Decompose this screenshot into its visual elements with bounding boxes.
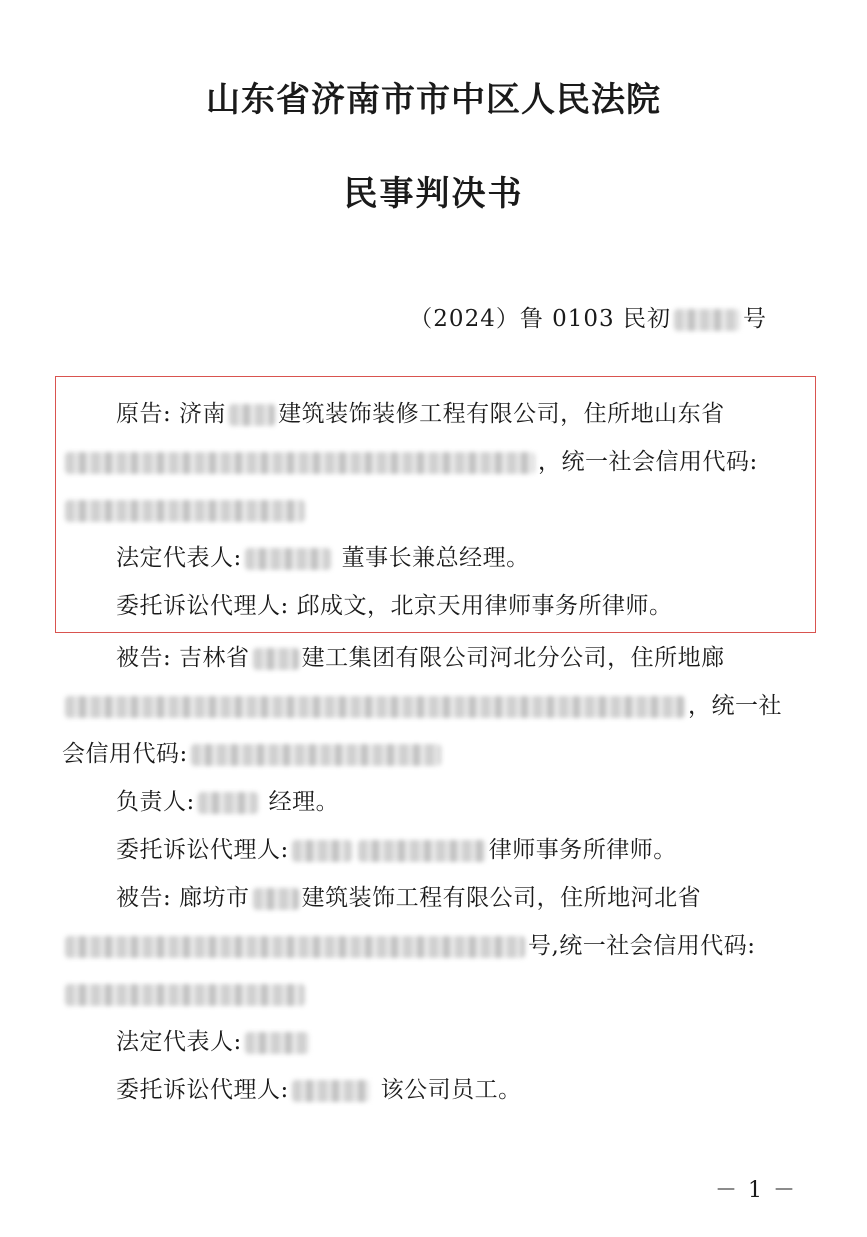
- agent-firm-suffix: 律师事务所律师。: [488, 837, 677, 863]
- legal-rep-title: 董事长兼总经理。: [341, 545, 530, 571]
- redacted-person-name: [245, 1032, 309, 1054]
- defendant1-company-address: 建工集团有限公司河北分公司，住所地廊: [301, 645, 725, 671]
- redacted-address: [65, 936, 525, 958]
- plaintiff-legal-rep: [62, 534, 797, 582]
- defendant2-section: [62, 874, 797, 1114]
- defendant1-line-2: [62, 682, 797, 730]
- defendant2-line-3: [62, 970, 797, 1018]
- redacted-address: [65, 696, 685, 718]
- agent-label: 委托诉讼代理人:: [116, 837, 289, 863]
- person-in-charge-label: 负责人:: [116, 789, 195, 815]
- redacted-credit-code: [191, 744, 441, 766]
- legal-rep-label: 法定代表人:: [116, 1029, 242, 1055]
- defendant2-line-1: [62, 874, 797, 922]
- redacted-case-number: [674, 309, 740, 331]
- plaintiff-line-2: [62, 438, 797, 486]
- defendant2-credit-code-label: 号,统一社会信用代码:: [528, 933, 756, 959]
- defendant2-company-address: 建筑装饰工程有限公司，住所地河北省: [301, 885, 702, 911]
- plaintiff-company-address: 建筑装饰装修工程有限公司，住所地山东省: [278, 401, 725, 427]
- defendant1-line-3: [62, 730, 797, 778]
- redacted-person-name: [198, 792, 258, 814]
- redacted-credit-code: [65, 500, 305, 522]
- redacted-company-name: [229, 404, 275, 426]
- redacted-company-name: [253, 648, 299, 670]
- plaintiff-line-3: [62, 486, 797, 534]
- plaintiff-label: 原告: 济南: [116, 401, 227, 427]
- person-in-charge-title: 经理。: [268, 789, 340, 815]
- redacted-law-firm: [358, 840, 486, 862]
- plaintiff-agent: 委托诉讼代理人: 邱成文，北京天用律师事务所律师。: [116, 593, 673, 619]
- case-number: [409, 302, 767, 336]
- redacted-address: [65, 452, 535, 474]
- redacted-agent-name: [292, 1080, 370, 1102]
- redacted-person-name: [245, 548, 331, 570]
- defendant1-credit-code-label: ，统一社: [688, 693, 782, 719]
- page-number: － 1 －: [715, 1178, 797, 1203]
- defendant1-person: [62, 778, 797, 826]
- defendant2-line-2: [62, 922, 797, 970]
- defendant2-label: 被告: 廊坊市: [116, 885, 250, 911]
- case-number-suffix: 号: [743, 306, 767, 332]
- legal-rep-label: 法定代表人:: [116, 545, 242, 571]
- defendant1-line-1: [62, 634, 797, 682]
- defendant1-section: [62, 634, 797, 874]
- plaintiff-section: [62, 390, 797, 630]
- document-type: 民事判决书: [343, 174, 524, 214]
- court-name: 山东省济南市市中区人民法院: [206, 80, 661, 120]
- defendant1-credit-code-label-2: 会信用代码:: [62, 741, 188, 767]
- plaintiff-line-1: [62, 390, 797, 438]
- plaintiff-credit-code-label: ，统一社会信用代码:: [538, 449, 758, 475]
- defendant2-legal-rep: [62, 1018, 797, 1066]
- defendant2-agent: [62, 1066, 797, 1114]
- redacted-agent-name: [292, 840, 352, 862]
- defendant1-agent: [62, 826, 797, 874]
- redacted-company-name: [253, 888, 299, 910]
- redacted-credit-code: [65, 984, 305, 1006]
- agent-suffix: 该公司员工。: [380, 1077, 522, 1103]
- case-number-prefix: （2024）鲁 0103 民初: [409, 306, 671, 332]
- agent-label: 委托诉讼代理人:: [116, 1077, 289, 1103]
- defendant1-label: 被告: 吉林省: [116, 645, 250, 671]
